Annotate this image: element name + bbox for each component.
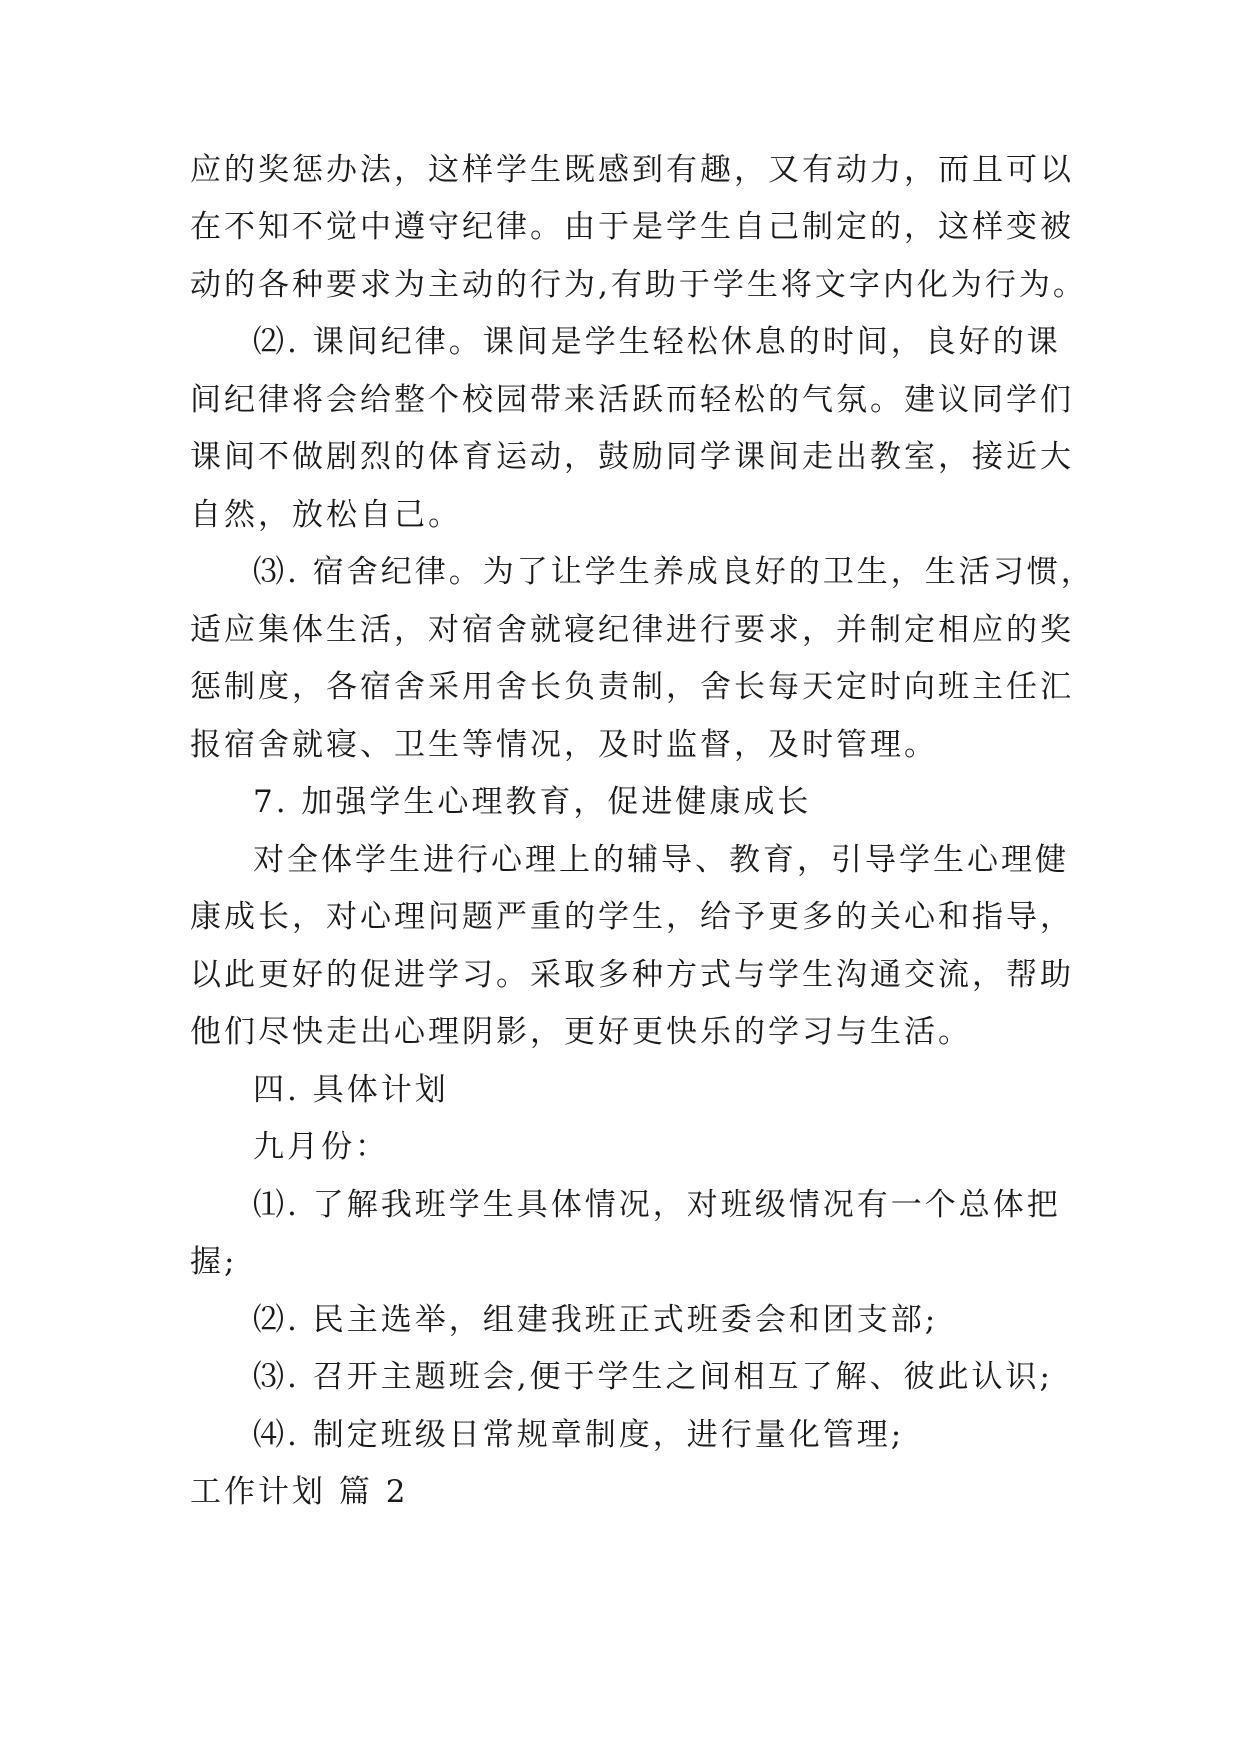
month-heading: 九月份： xyxy=(253,1129,389,1165)
section-heading: 7. 加强学生心理教育，促进健康成长 xyxy=(253,784,812,820)
text-line: ⑵. 民主选举，组建我班正式班委会和团支部; xyxy=(253,1302,939,1338)
document-subtitle: 工作计划 篇 2 xyxy=(190,1474,409,1510)
text-line: 自然，放松自己。 xyxy=(190,497,462,533)
text-line: 适应集体生活，对宿舍就寝纪律进行要求，并制定相应的奖 xyxy=(190,612,1074,648)
text-line: 动的各种要求为主动的行为,有助于学生将文字内化为行为。 xyxy=(190,267,1087,303)
text-line: 应的奖惩办法，这样学生既感到有趣，又有动力，而且可以 xyxy=(190,152,1074,188)
section-heading: 四. 具体计划 xyxy=(253,1072,449,1108)
text-line: ⑷. 制定班级日常规章制度，进行量化管理; xyxy=(253,1417,905,1453)
text-line: 康成长，对心理问题严重的学生，给予更多的关心和指导， xyxy=(190,899,1074,935)
text-line: 间纪律将会给整个校园带来活跃而轻松的气氛。建议同学们 xyxy=(190,382,1074,418)
text-line: ⑶. 召开主题班会,便于学生之间相互了解、彼此认识; xyxy=(253,1359,1054,1395)
text-line: 以此更好的促进学习。采取多种方式与学生沟通交流，帮助 xyxy=(190,957,1074,993)
text-line: ⑶. 宿舍纪律。为了让学生养成良好的卫生，生活习惯， xyxy=(253,554,1095,590)
text-line: 课间不做剧烈的体育运动，鼓励同学课间走出教室，接近大 xyxy=(190,439,1074,475)
text-line: 对全体学生进行心理上的辅导、教育，引导学生心理健 xyxy=(253,842,1069,878)
text-line: ⑵. 课间纪律。课间是学生轻松休息的时间，良好的课 xyxy=(253,324,1061,360)
text-line: 在不知不觉中遵守纪律。由于是学生自己制定的，这样变被 xyxy=(190,209,1074,245)
text-line: 握; xyxy=(190,1244,238,1280)
text-line: 他们尽快走出心理阴影，更好更快乐的学习与生活。 xyxy=(190,1014,972,1050)
text-line: 惩制度，各宿舍采用舍长负责制，舍长每天定时向班主任汇 xyxy=(190,669,1074,705)
text-line: ⑴. 了解我班学生具体情况，对班级情况有一个总体把 xyxy=(253,1187,1061,1223)
text-line: 报宿舍就寝、卫生等情况，及时监督，及时管理。 xyxy=(190,727,938,763)
